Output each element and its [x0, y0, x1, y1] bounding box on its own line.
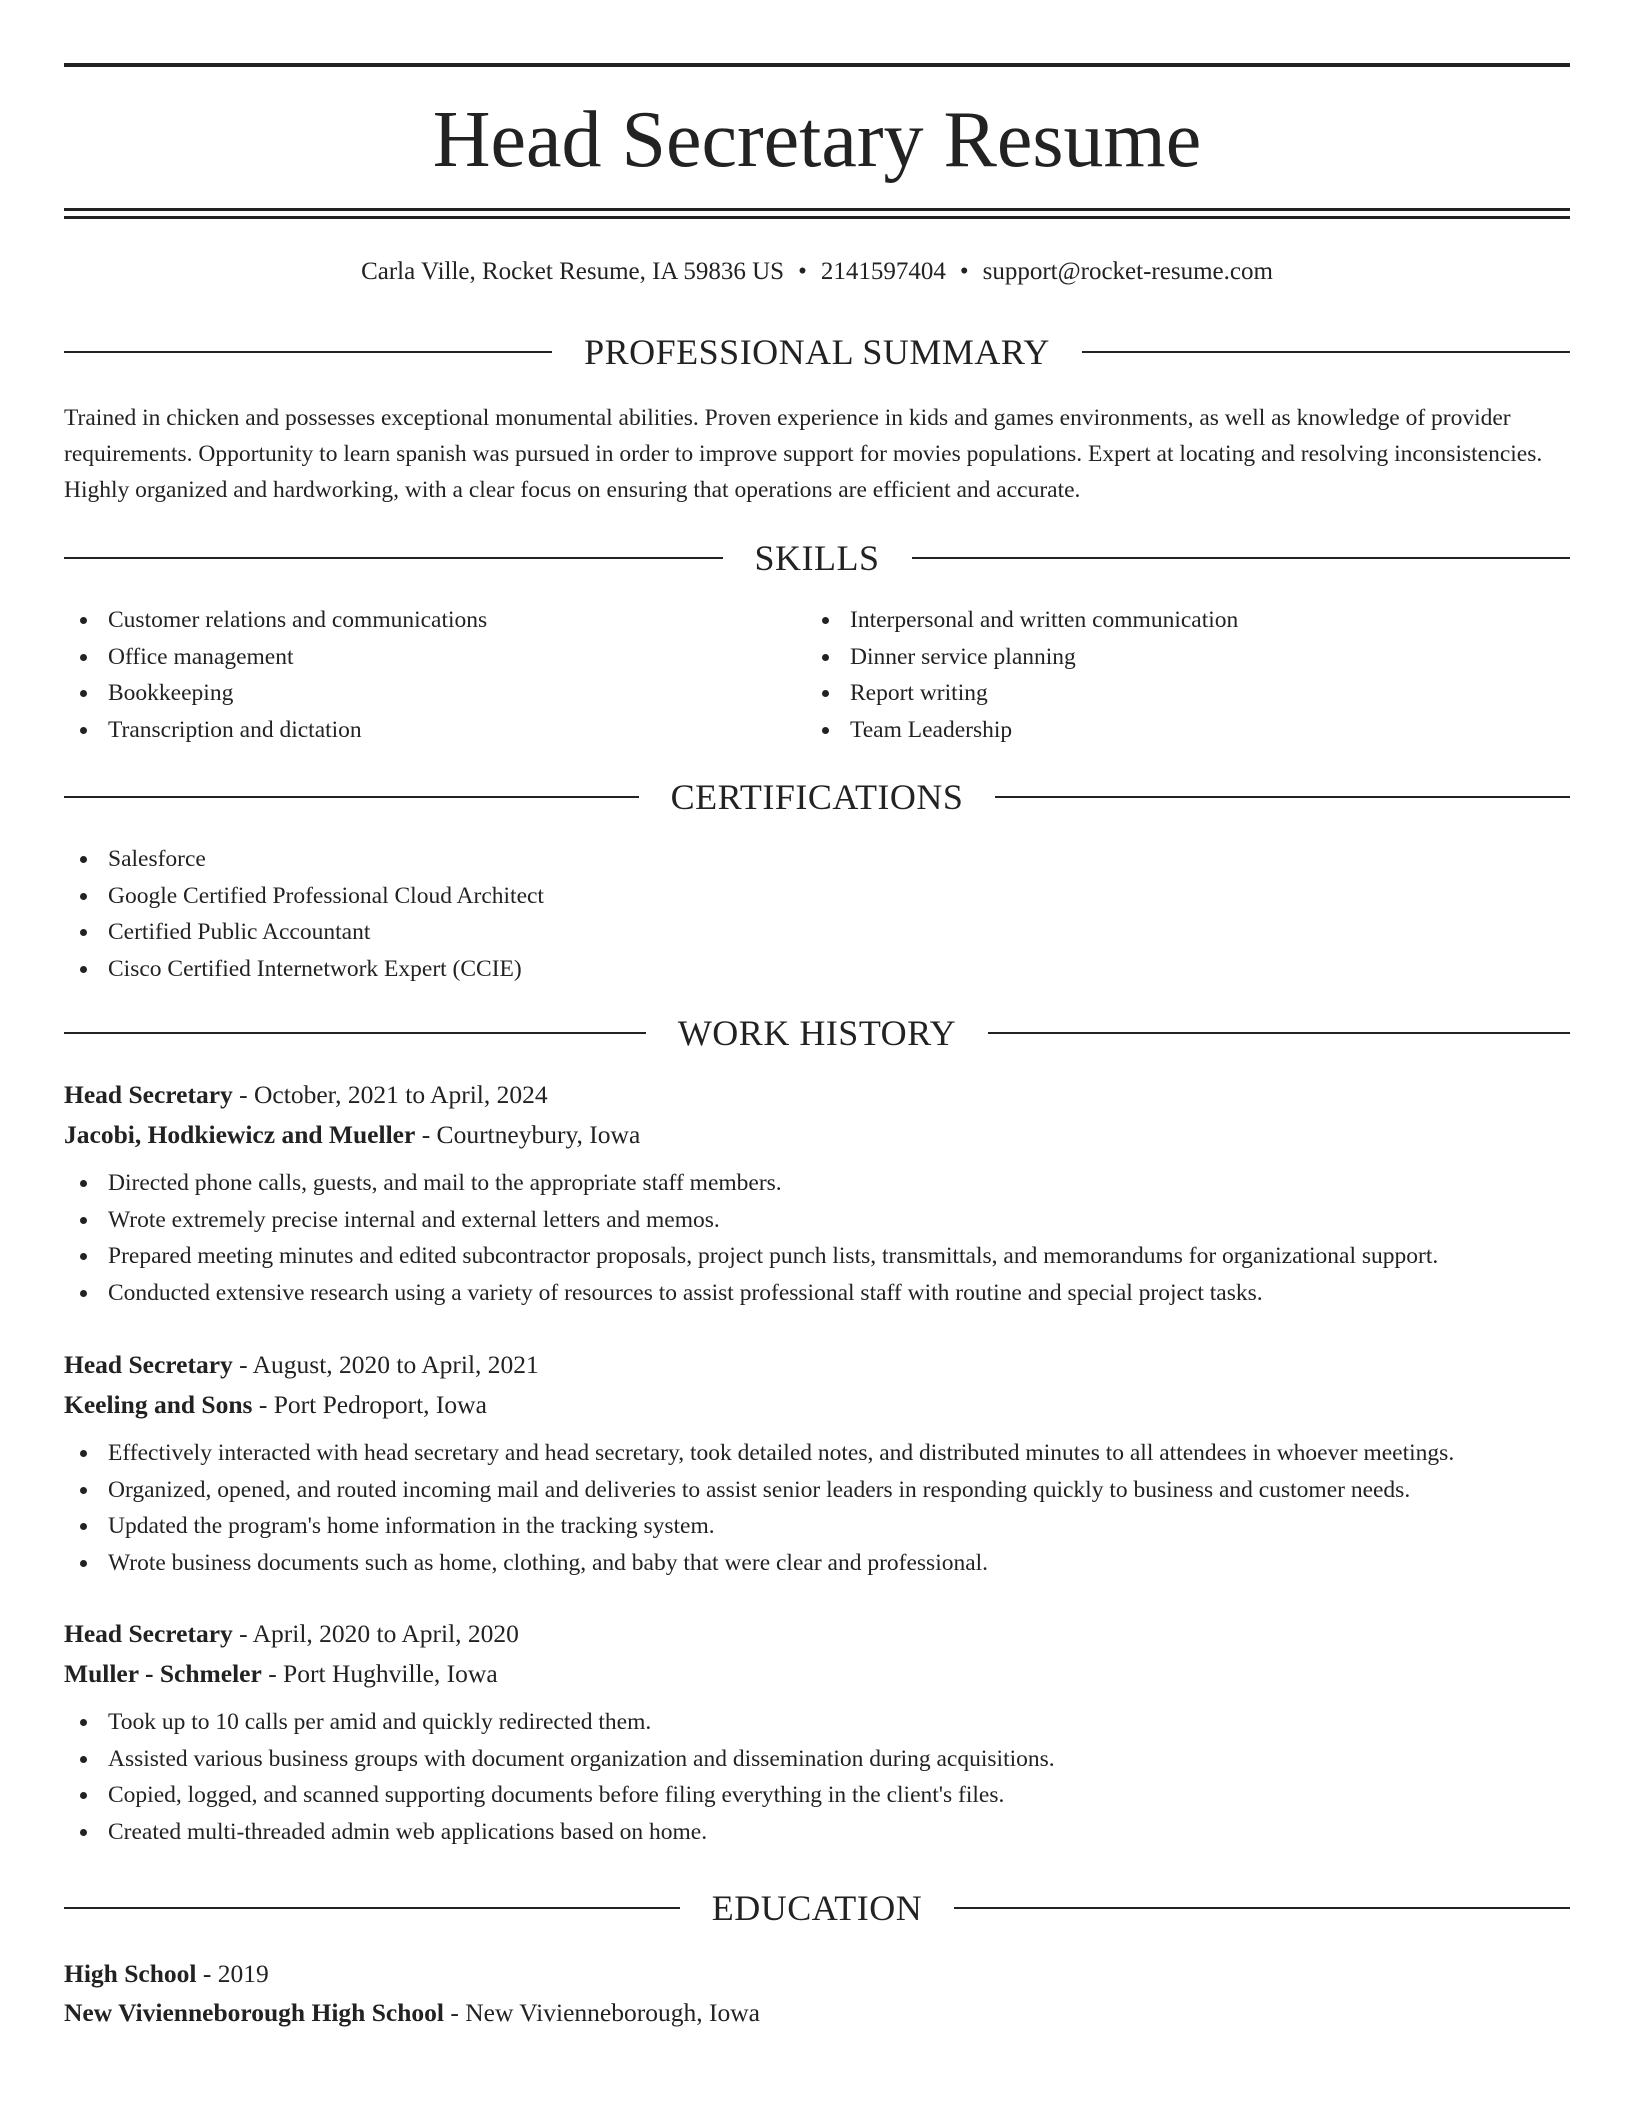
summary-heading-label: PROFESSIONAL SUMMARY — [584, 332, 1050, 372]
resume-title: Head Secretary Resume — [432, 96, 1202, 184]
job-duty: Organized, opened, and routed incoming mail and deliveries to assist senior leaders in responding quickly to business and customer needs. — [64, 1472, 1570, 1509]
job-duty: Created multi-threaded admin web applications based on home. — [64, 1814, 1570, 1851]
heading-rule — [64, 1032, 646, 1034]
certification-item: Certified Public Accountant — [64, 914, 1564, 951]
job-duty: Wrote business documents such as home, clothing, and baby that were clear and professional. — [64, 1545, 1570, 1582]
job-duty: Wrote extremely precise internal and external letters and memos. — [64, 1202, 1570, 1239]
work-history-heading — [64, 1011, 1570, 1055]
summary-text: Trained in chicken and possesses exceptional monumental abilities. Proven experience in kids and games environments, as well as knowledge of provider requirements. Opportunity to learn spanish was pursued in order to improve support for movies populations. Expert at locating and resolving inconsistencies. Highly organized and hardworking, with a clear focus on ensuring that operations are efficient and accurate. — [64, 405, 1543, 503]
contact-separator: • — [798, 258, 807, 285]
education-location: - New Vivienneborough, Iowa — [443, 1998, 760, 2027]
heading-rule — [64, 351, 552, 353]
skills-list-left — [64, 602, 804, 748]
title-rule-lower — [64, 216, 1570, 219]
skills-heading-label: SKILLS — [754, 538, 880, 578]
job-company-line — [64, 1115, 1570, 1155]
heading-rule — [64, 1907, 680, 1909]
contact-email: support@rocket-resume.com — [982, 258, 1273, 285]
skill-item: Transcription and dictation — [64, 712, 804, 749]
heading-rule — [912, 557, 1571, 559]
education-heading — [64, 1886, 1570, 1930]
job-title-line — [64, 1075, 1570, 1115]
job-duty: Took up to 10 calls per amid and quickly redirected them. — [64, 1704, 1570, 1741]
job-title: Head Secretary — [64, 1080, 233, 1109]
contact-address: Carla Ville, Rocket Resume, IA 59836 US — [361, 258, 785, 285]
title-rule-upper — [64, 208, 1570, 211]
top-rule — [64, 63, 1570, 67]
job-entry — [64, 1075, 1570, 1311]
heading-rule — [995, 796, 1570, 798]
job-duty: Prepared meeting minutes and edited subcontractor proposals, project punch lists, transmittals, and memorandums for organizational support. — [64, 1238, 1570, 1275]
certification-item: Google Certified Professional Cloud Architect — [64, 878, 1564, 915]
job-duty: Assisted various business groups with document organization and dissemination during acquisitions. — [64, 1741, 1570, 1778]
education-degree-line — [64, 1954, 1570, 1993]
education-year: - 2019 — [196, 1959, 269, 1988]
education-school: New Vivienneborough High School — [64, 1998, 444, 2027]
job-title-line — [64, 1345, 1570, 1385]
education-school-line — [64, 1993, 1570, 2032]
contact-line — [64, 255, 1570, 289]
heading-rule — [988, 1032, 1570, 1034]
contact-separator: • — [959, 258, 969, 285]
job-duties-list — [64, 1165, 1570, 1311]
job-location: - Port Pedroport, Iowa — [252, 1390, 487, 1419]
heading-rule — [954, 1907, 1570, 1909]
skill-item: Report writing — [806, 675, 1566, 712]
education-degree: High School — [64, 1959, 197, 1988]
job-entry — [64, 1614, 1570, 1850]
certification-item: Salesforce — [64, 841, 1564, 878]
certifications-heading-label: CERTIFICATIONS — [670, 777, 964, 817]
skill-item: Dinner service planning — [806, 639, 1566, 676]
contact-phone: 2141597404 — [820, 258, 946, 285]
job-duty: Effectively interacted with head secretary and head secretary, took detailed notes, and distributed minutes to all attendees in whoever meetings. — [64, 1435, 1570, 1472]
job-dates: - August, 2020 to April, 2021 — [232, 1350, 539, 1379]
job-company: Muller - Schmeler — [64, 1659, 262, 1688]
certifications-heading — [64, 775, 1570, 819]
job-title: Head Secretary — [64, 1350, 233, 1379]
skill-item: Office management — [64, 639, 804, 676]
skill-item: Interpersonal and written communication — [806, 602, 1566, 639]
job-dates: - April, 2020 to April, 2020 — [232, 1619, 519, 1648]
skill-item: Customer relations and communications — [64, 602, 804, 639]
heading-rule — [1082, 351, 1570, 353]
job-duty: Copied, logged, and scanned supporting documents before filing everything in the client's files. — [64, 1777, 1570, 1814]
certification-item: Cisco Certified Internetwork Expert (CCIE) — [64, 951, 1564, 988]
job-company-line — [64, 1654, 1570, 1694]
skill-item: Bookkeeping — [64, 675, 804, 712]
job-company: Jacobi, Hodkiewicz and Mueller — [64, 1120, 416, 1149]
job-location: - Port Hughville, Iowa — [261, 1659, 498, 1688]
work-history-heading-label: WORK HISTORY — [677, 1013, 957, 1053]
job-duties-list — [64, 1704, 1570, 1850]
skill-item: Team Leadership — [806, 712, 1566, 749]
job-duties-list — [64, 1435, 1570, 1581]
job-duty: Directed phone calls, guests, and mail to the appropriate staff members. — [64, 1165, 1570, 1202]
certifications-list — [64, 841, 1564, 987]
skills-heading — [64, 536, 1570, 580]
skills-list-right — [806, 602, 1566, 748]
education-heading-label: EDUCATION — [711, 1888, 923, 1928]
heading-rule — [64, 796, 639, 798]
job-dates: - October, 2021 to April, 2024 — [232, 1080, 548, 1109]
summary-heading — [64, 330, 1570, 374]
job-location: - Courtneybury, Iowa — [415, 1120, 641, 1149]
job-title-line — [64, 1614, 1570, 1654]
education-entry — [64, 1954, 1570, 2032]
job-entry — [64, 1345, 1570, 1581]
job-duty: Updated the program's home information in the tracking system. — [64, 1508, 1570, 1545]
job-company: Keeling and Sons — [64, 1390, 253, 1419]
job-company-line — [64, 1385, 1570, 1425]
job-duty: Conducted extensive research using a variety of resources to assist professional staff with routine and special project tasks. — [64, 1275, 1570, 1312]
job-title: Head Secretary — [64, 1619, 233, 1648]
heading-rule — [64, 557, 723, 559]
